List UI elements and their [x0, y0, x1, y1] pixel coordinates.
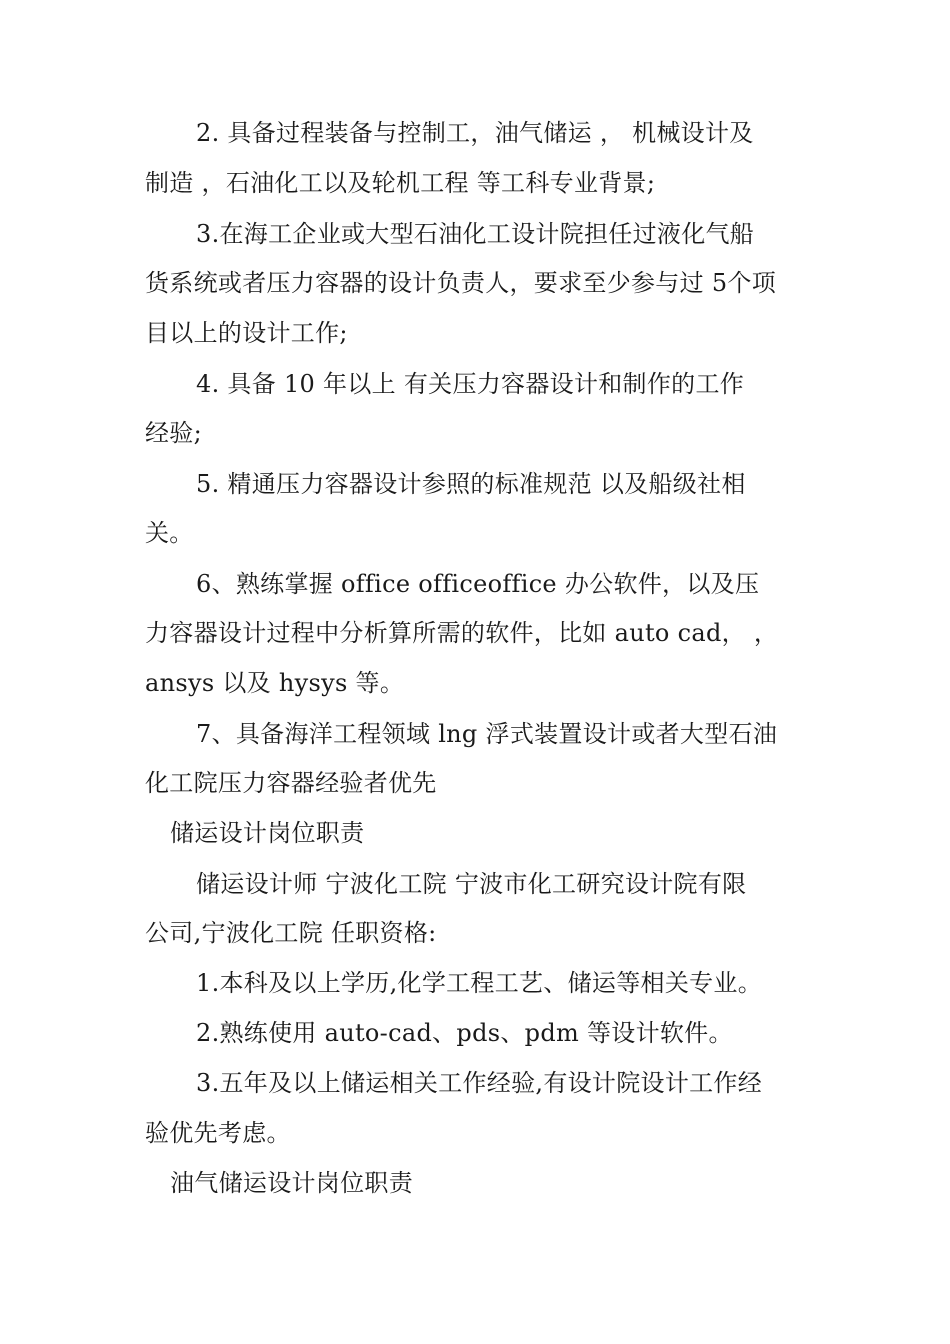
text-line: 2.熟练使用 auto-cad、pds、pdm 等设计软件。 — [196, 1019, 733, 1047]
text-line: 货系统或者压力容器的设计负责人，要求至少参与过 5个项 — [145, 269, 776, 297]
text-line: 公司,宁波化工院 任职资格: — [145, 919, 437, 947]
text-line: 储运设计师 宁波化工院 宁波市化工研究设计院有限 — [196, 870, 747, 898]
text-line: 3.在海工企业或大型石油化工设计院担任过液化气船 — [196, 220, 755, 248]
section-heading: 储运设计岗位职责 — [170, 819, 365, 847]
text-line: ansys 以及 hysys 等。 — [145, 669, 405, 697]
text-line: 7、具备海洋工程领域 lng 浮式装置设计或者大型石油 — [196, 720, 778, 748]
text-line: 化工院压力容器经验者优先 — [145, 769, 437, 797]
text-line: 3.五年及以上储运相关工作经验,有设计院设计工作经 — [196, 1069, 763, 1097]
text-line: 4. 具备 10 年以上 有关压力容器设计和制作的工作 — [196, 370, 745, 398]
text-line: 6、熟练掌握 office officeoffice 办公软件，以及压 — [196, 570, 760, 598]
text-line: 目以上的设计工作; — [145, 319, 348, 347]
text-line: 2. 具备过程装备与控制工，油气储运 ， 机械设计及 — [196, 119, 754, 147]
text-line: 1.本科及以上学历,化学工程工艺、储运等相关专业。 — [196, 969, 763, 997]
text-line: 经验; — [145, 419, 202, 447]
section-heading: 油气储运设计岗位职责 — [170, 1169, 413, 1197]
text-line: 5. 精通压力容器设计参照的标准规范 以及船级社相 — [196, 470, 746, 498]
text-line: 验优先考虑。 — [145, 1119, 291, 1147]
text-line: 关。 — [145, 519, 194, 547]
text-line: 制造 ，石油化工以及轮机工程 等工科专业背景; — [145, 169, 656, 197]
text-line: 力容器设计过程中分析算所需的软件，比如 auto cad， ， — [145, 619, 779, 647]
